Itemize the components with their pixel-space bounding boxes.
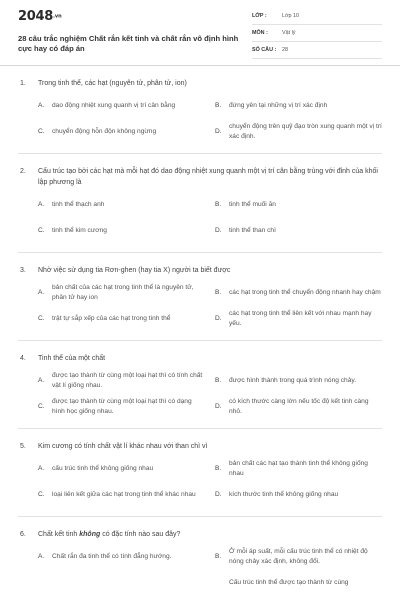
option-text: cấu trúc tinh thể không giống nhau [52, 464, 154, 472]
answer-option[interactable] [38, 220, 205, 241]
option-letter: B. [215, 201, 222, 208]
option-text: tinh thể than chì [229, 226, 276, 234]
option-letter: B. [215, 553, 222, 560]
option-text: Chất rắn đa tinh thể có tính đẳng hướng. [52, 552, 172, 560]
question-text: Cấu trúc tạo bởi các hạt mà mỗi hạt đó dao động nhiệt xung quanh một vị trí cân bằng trùng với đỉnh của khối lập phương là [38, 168, 378, 186]
option-letter: B. [215, 102, 222, 109]
option-text: chuyển động hỗn độn không ngừng [52, 127, 157, 135]
option-letter: B. [215, 377, 222, 384]
meta-label: MÔN : [252, 30, 268, 36]
option-letter: B. [215, 289, 222, 296]
option-text: được hình thành trong quá trình nóng chảy. [229, 376, 357, 384]
meta-value: Lớp 10 [282, 13, 300, 19]
question-number: 2. [20, 168, 26, 175]
answer-option[interactable] [215, 194, 382, 215]
meta-info [252, 8, 382, 59]
option-text: tinh thể thạch anh [52, 200, 105, 208]
answer-option[interactable] [215, 396, 382, 417]
answer-option[interactable] [215, 282, 382, 303]
answer-option[interactable] [38, 370, 205, 391]
option-text: tinh thể kim cương [52, 226, 107, 234]
meta-label: SỐ CÂU : [252, 47, 277, 53]
page-title: 28 câu trắc nghiệm Chất rắn kết tinh và chất rắn vô định hình cực hay có đáp án [18, 34, 239, 53]
answer-option[interactable] [38, 282, 205, 303]
question-item [18, 253, 382, 341]
question-text: Trong tinh thể, các hạt (nguyên tử, phân tử, ion) [38, 80, 187, 87]
answer-option[interactable] [215, 370, 382, 391]
answer-option[interactable] [38, 194, 205, 215]
option-letter: A. [38, 102, 45, 109]
option-letter: B. [215, 465, 222, 472]
question-text-part: có đặc tính nào sau đây? [100, 531, 181, 538]
option-text: đứng yên tại những vị trí xác định [229, 101, 328, 109]
option-text: tinh thể muối ăn [229, 200, 276, 208]
answer-option[interactable] [38, 572, 205, 593]
option-letter: D. [215, 227, 222, 234]
option-letter: C. [38, 227, 45, 234]
question-item [18, 154, 382, 253]
question-text [38, 529, 382, 540]
option-letter: C. [38, 491, 45, 498]
question-number: 5. [20, 443, 26, 450]
logo-suffix: .vn [52, 13, 62, 20]
option-text: được tạo thành từ cùng một loại hạt thì có dạng hình học giống nhau. [52, 397, 192, 415]
option-text: chuyển động trên quỹ đạo tròn xung quanh một vị trí xác định. [229, 122, 382, 140]
question-item [18, 517, 382, 600]
answer-option[interactable] [215, 308, 382, 329]
answer-option[interactable] [38, 546, 205, 567]
option-text: dao động nhiệt xung quanh vị trí cân bằng [52, 101, 176, 109]
question-item [18, 341, 382, 429]
question-emphasis: không [79, 531, 101, 538]
option-letter: A. [38, 377, 45, 384]
option-text: kích thước tinh thể không giống nhau [229, 490, 339, 498]
page-header [0, 0, 400, 66]
answer-option[interactable] [38, 458, 205, 479]
answer-option[interactable] [215, 572, 382, 593]
option-letter: D. [215, 491, 222, 498]
question-list [0, 66, 400, 600]
option-text: bản chất của các hạt trong tinh thể là nguyên tử, phân tử hay ion [52, 283, 194, 301]
answer-option[interactable] [215, 95, 382, 116]
option-letter: A. [38, 553, 45, 560]
logo-text: 2048 [18, 9, 53, 24]
question-number: 3. [20, 267, 26, 274]
meta-value: Vật lý [282, 30, 296, 36]
answer-option[interactable] [215, 484, 382, 505]
option-letter: C. [38, 315, 45, 322]
question-text: Nhờ việc sử dụng tia Rơn-ghen (hay tia X) người ta biết được [38, 267, 231, 274]
question-text-part: Chất kết tinh [38, 531, 80, 538]
answer-option[interactable] [38, 396, 205, 417]
question-number: 6. [20, 531, 26, 538]
option-letter: C. [38, 128, 45, 135]
meta-row-subject [252, 25, 382, 42]
option-letter: C. [38, 403, 45, 410]
answer-option[interactable] [215, 458, 382, 479]
meta-row-count [252, 42, 382, 59]
option-text: các hạt trong tinh thể liên kết với nhau mạnh hay yếu. [229, 309, 372, 327]
answer-option[interactable] [38, 121, 205, 142]
question-text: Kim cương có tính chất vật lí khác nhau với than chì vì [38, 443, 208, 450]
option-text: được tạo thành từ cùng một loại hạt thì có tính chất vật lí giống nhau. [52, 371, 203, 389]
option-letter: D. [215, 315, 222, 322]
answer-option[interactable] [38, 484, 205, 505]
option-letter: A. [38, 289, 45, 296]
answer-option[interactable] [215, 546, 382, 567]
answer-option[interactable] [38, 95, 205, 116]
question-text: Tinh thể của một chất [38, 355, 106, 362]
answer-option[interactable] [215, 220, 382, 241]
question-item [18, 429, 382, 517]
question-item [18, 66, 382, 154]
answer-option[interactable] [215, 121, 382, 142]
meta-value: 28 [282, 47, 288, 53]
answer-option[interactable] [38, 308, 205, 329]
option-text: loại liên kết giữa các hạt trong tinh thể khác nhau [52, 490, 196, 498]
option-letter: A. [38, 465, 45, 472]
meta-row-grade [252, 8, 382, 25]
option-text: có kích thước càng lớn nếu tốc độ kết tinh càng nhỏ. [229, 397, 369, 415]
option-text: Ở mỗi áp suất, mỗi cấu trúc tinh thể có nhiệt độ nóng chảy xác định, không đổi. [229, 547, 368, 565]
question-number: 1. [20, 80, 26, 87]
option-letter: D. [215, 403, 222, 410]
question-number: 4. [20, 355, 26, 362]
site-logo[interactable] [18, 9, 62, 24]
option-text: bản chất các hạt tạo thành tinh thể không giống nhau [229, 459, 368, 477]
option-letter: D. [215, 128, 222, 135]
option-text: các hạt trong tinh thể chuyển động nhanh hay chậm [229, 288, 381, 296]
option-letter: A. [38, 201, 45, 208]
meta-label: LỚP : [252, 13, 267, 19]
option-text: trật tự sắp xếp của các hạt trong tinh thể [52, 314, 171, 322]
option-text: Cấu trúc tinh thể được tạo thành từ cùng [229, 578, 349, 586]
